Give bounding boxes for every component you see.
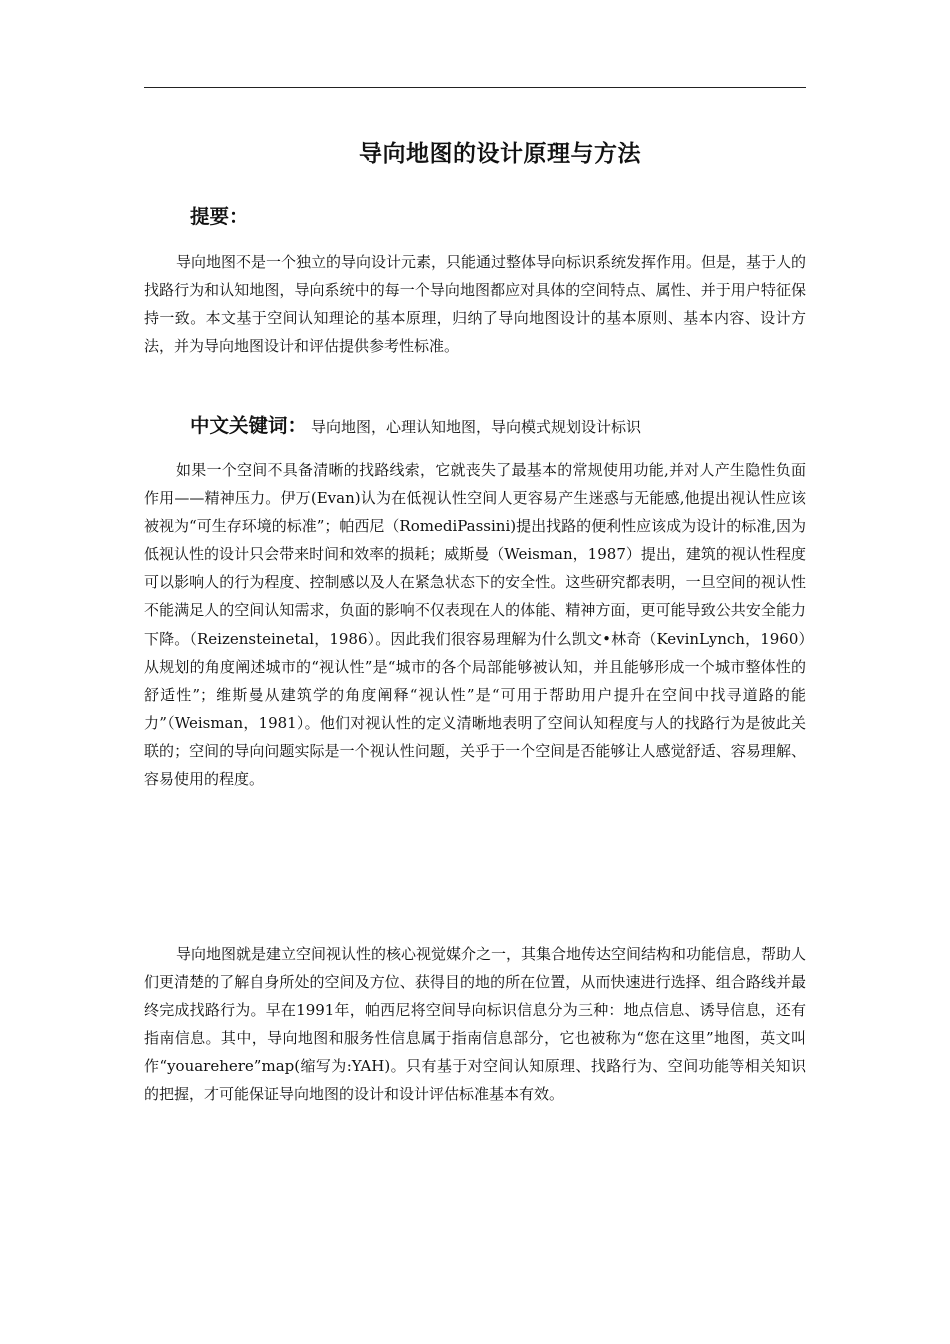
header-rule xyxy=(144,87,806,88)
body-paragraph-1: 如果一个空间不具备清晰的找路线索，它就丧失了最基本的常规使用功能,并对人产生隐性负面作用——精神压力。伊万(Evan)认为在低视认性空间人更容易产生迷惑与无能感,他提出视认性应该被视为“可生存环境的标准”；帕西尼（RomediPassini)提出找路的便利性应该成为设计的标准,因为低视认性的设计只会带来时间和效率的损耗；威斯曼（Weisman，1987）提出，建筑的视认性程度可以影响人的行为程度、控制感以及人在紧急状态下的安全性。这些研究都表明，一旦空间的视认性不能满足人的空间认知需求，负面的影响不仅表现在人的体能、精神方面，更可能导致公共安全能力下降。（Reizensteinetal，1986）。因此我们很容易理解为什么凯文•林奇（KevinLynch，1960）从规划的角度阐述城市的“视认性”是“城市的各个局部能够被认知，并且能够形成一个城市整体性的舒适性”；维斯曼从建筑学的角度阐释“视认性”是“可用于帮助用户提升在空间中找寻道路的能力”（Weisman，1981）。他们对视认性的定义清晰地表明了空间认知程度与人的找路行为是彼此关联的；空间的导向问题实际是一个视认性问题，关乎于一个空间是否能够让人感觉舒适、容易理解、容易使用的程度。 xyxy=(144,461,806,789)
keywords-text: 导向地图，心理认知地图，导向模式规划设计标识 xyxy=(311,418,642,436)
body-paragraph-2: 导向地图就是建立空间视认性的核心视觉媒介之一，其集合地传达空间结构和功能信息，帮助人们更清楚的了解自身所处的空间及方位、获得目的地的所在位置，从而快速进行选择、组合路线并最终完成找路行为。早在1991年，帕西尼将空间导向标识信息分为三种：地点信息、诱导信息，还有指南信息。其中，导向地图和服务性信息属于指南信息部分，它也被称为“您在这里”地图，英文叫作“youarehere”map(缩写为:YAH)。只有基于对空间认知原理、找路行为、空间功能等相关知识的把握，才可能保证导向地图的设计和设计评估标准基本有效。 xyxy=(144,945,807,1104)
abstract-paragraph: 导向地图不是一个独立的导向设计元素，只能通过整体导向标识系统发挥作用。但是，基于人的找路行为和认知地图，导向系统中的每一个导向地图都应对具体的空间特点、属性、并于用户特征保持一致。本文基于空间认知理论的基本原理，归纳了导向地图设计的基本原则、基本内容、设计方法，并为导向地图设计和评估提供参考性标准。 xyxy=(144,253,807,356)
keywords-row xyxy=(190,410,641,438)
document-title: 导向地图的设计原理与方法 xyxy=(359,141,641,167)
abstract-heading: 提要： xyxy=(190,205,249,228)
keywords-label: 中文关键词： xyxy=(190,414,308,437)
